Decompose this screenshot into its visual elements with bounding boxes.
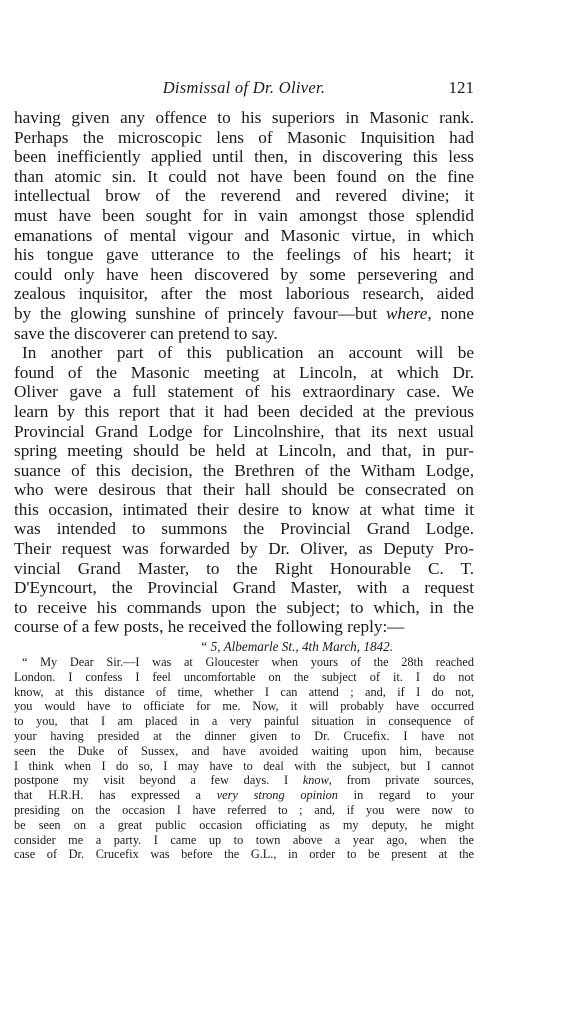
letter-line: you would have to officiate for me. Now, it will probably have occurred bbox=[14, 699, 474, 714]
text-line: emanations of mental vigour and Masonic virtue, in which bbox=[14, 225, 474, 245]
letter-block bbox=[14, 638, 474, 862]
text-line: this occasion, intimated their desire to know at what time it bbox=[14, 499, 474, 519]
text-fragment: that H.R.H. has expressed a bbox=[14, 788, 217, 803]
emphasis-phrase: very strong opinion bbox=[216, 788, 338, 803]
letter-line: case of Dr. Crucefix was before the G.L., in order to be present at the bbox=[14, 847, 474, 862]
letter-line-mixed bbox=[14, 773, 474, 788]
text-line: vincial Grand Master, to the Right Honourable C. T. bbox=[14, 558, 474, 578]
text-line-mixed bbox=[14, 304, 474, 324]
text-line: course of a few posts, he received the following reply:— bbox=[14, 617, 405, 637]
text-line: been inefficiently applied until then, in discovering this less bbox=[14, 147, 474, 167]
text-line: intellectual brow of the reverend and revered divine; it bbox=[14, 186, 474, 206]
letter-line: presiding on the occasion I have referred to ; and, if you were now to bbox=[14, 803, 474, 817]
letter-line: know, at this distance of time, whether I can attend ; and, if I do not, bbox=[14, 684, 474, 699]
text-line: Provincial Grand Lodge for Lincolnshire, that its next usual bbox=[14, 421, 474, 441]
text-line: to receive his commands upon the subject; to which, in the bbox=[14, 597, 474, 617]
letter-date-line: “ 5, Albemarle St., 4th March, 1842. bbox=[200, 639, 394, 655]
text-fragment: , none bbox=[427, 303, 474, 323]
text-fragment: , from private sources, bbox=[328, 773, 474, 788]
text-line: than atomic sin. It could not have been found on the fine bbox=[14, 166, 474, 186]
text-line: learn by this report that it had been decided at the previous bbox=[14, 401, 474, 421]
text-line: suance of this decision, the Brethren of the Witham Lodge, bbox=[14, 460, 474, 480]
text-line: who were desirous that their hall should be consecrated on bbox=[14, 480, 474, 500]
letter-line: to you, that I am placed in a very painful situation in consequence of bbox=[14, 714, 474, 729]
emphasis-word: know bbox=[302, 773, 329, 788]
text-line: spring meeting should be held at Lincoln, and that, in pur- bbox=[14, 441, 474, 461]
letter-line: “ My Dear Sir.—I was at Gloucester when yours of the 28th reached bbox=[22, 655, 474, 670]
text-line: zealous inquisitor, after the most laborious research, aided bbox=[14, 284, 474, 304]
text-line: his tongue gave utterance to the feelings of his heart; it bbox=[14, 245, 474, 265]
text-line: D'Eyncourt, the Provincial Grand Master, with a request bbox=[14, 578, 474, 598]
letter-line: I think when I do so, I may have to deal with the subject, but I cannot bbox=[14, 758, 474, 773]
letter-line: seen the Duke of Sussex, and have avoided waiting upon him, because bbox=[14, 743, 474, 758]
text-fragment: by the glowing sunshine of princely favour—but bbox=[14, 303, 386, 323]
text-line: found of the Masonic meeting at Lincoln, at which Dr. bbox=[14, 362, 474, 382]
text-line: save the discoverer can pretend to say. bbox=[14, 323, 278, 343]
letter-line: consider me a party. I came up to town above a year ago, when the bbox=[14, 832, 474, 847]
text-line: could only have heen discovered by some persevering and bbox=[14, 264, 474, 284]
text-fragment: in regard to your bbox=[337, 788, 475, 803]
text-line: must have been sought for in vain amongst those splendid bbox=[14, 205, 474, 225]
letter-line: be seen on a great public occasion officiating as my deputy, he might bbox=[14, 817, 474, 832]
letter-line: your having presided at the dinner given to Dr. Crucefix. I have not bbox=[14, 729, 474, 744]
text-line: Oliver gave a full statement of his extraordinary case. We bbox=[14, 382, 474, 402]
text-line: was intended to summons the Provincial Grand Lodge. bbox=[14, 519, 474, 539]
running-title: Dismissal of Dr. Oliver. bbox=[162, 78, 326, 97]
text-line: Perhaps the microscopic lens of Masonic Inquisition had bbox=[14, 127, 474, 147]
text-line: Their request was forwarded by Dr. Oliver, as Deputy Pro- bbox=[14, 539, 474, 559]
book-page bbox=[14, 0, 474, 862]
page-header bbox=[14, 78, 474, 108]
text-line: having given any offence to his superiors in Masonic rank. bbox=[14, 108, 474, 127]
text-fragment: postpone my visit beyond a few days. I bbox=[14, 773, 303, 788]
text-line: In another part of this publication an account will be bbox=[22, 343, 474, 363]
letter-line: London. I confess I feel uncomfortable on the subject of it. I do not bbox=[14, 669, 474, 684]
paragraph-2 bbox=[14, 343, 474, 637]
paragraph-1 bbox=[14, 108, 474, 343]
letter-line-mixed bbox=[14, 788, 474, 803]
page-number: 121 bbox=[448, 78, 474, 97]
emphasis-word: where bbox=[385, 303, 428, 323]
